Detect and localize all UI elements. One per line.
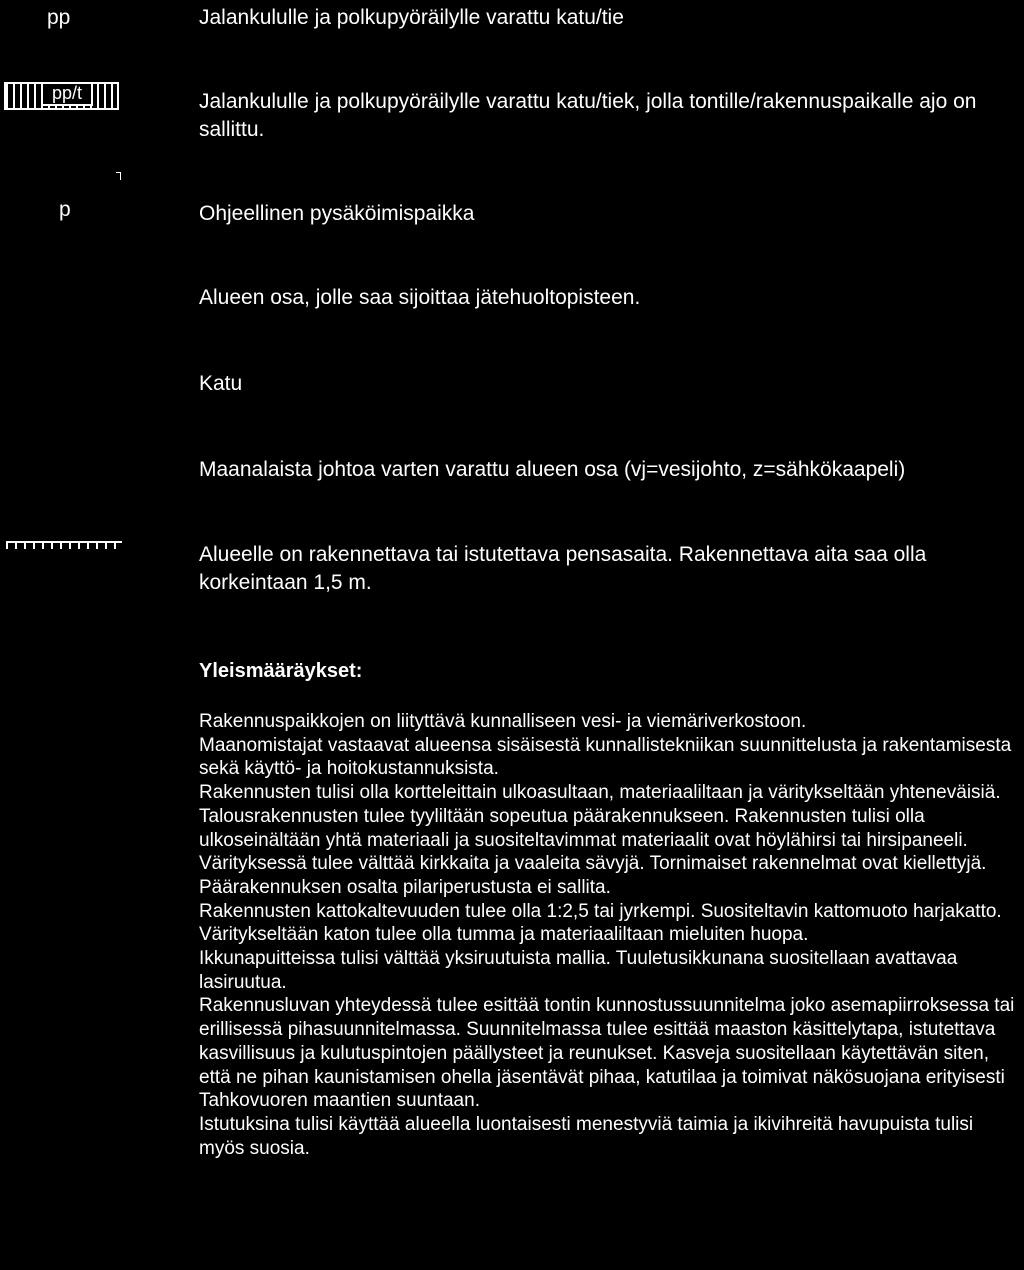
regulation-paragraph: Rakennuspaikkojen on liityttävä kunnalliseen vesi- ja viemäriverkostoon.	[199, 711, 807, 732]
legend-description-pp-t: Jalankululle ja polkupyöräilylle varattu katu/tiek, jolla tontille/rakennuspaikalle ajo on sallittu.	[199, 90, 977, 141]
hedge-symbol	[6, 541, 122, 549]
symbol-p: p	[59, 198, 71, 221]
legend-description-parking: Ohjeellinen pysäköimispaikka	[199, 202, 475, 225]
regulation-paragraph: Rakennusten kattokaltevuuden tulee olla 1:2,5 tai jyrkempi. Suositeltavin kattomuoto harjakatto. Väritykseltään katon tulee olla tumma ja materiaaliltaan mieluiten huopa.	[199, 900, 1002, 946]
legend-description-underground: Maanalaista johtoa varten varattu alueen osa (vj=vesijohto, z=sähkökaapeli)	[199, 458, 906, 481]
regulation-paragraph: Rakennusten tulisi olla kortteleittain ulkoasultaan, materiaaliltaan ja väritykseltään yhteneväisiä.	[199, 782, 1001, 804]
symbol-pp-t: pp/t	[41, 84, 93, 106]
general-regulations-heading: Yleismääräykset:	[199, 660, 363, 682]
general-regulations-body	[199, 710, 1019, 1160]
legend-description-hedge: Alueelle on rakennettava tai istutettava pensasaita. Rakennettava aita saa olla korkeintaan 1,5 m.	[199, 543, 927, 594]
symbol-pp: pp	[47, 6, 71, 29]
regulation-paragraph: Ikkunapuitteissa tulisi välttää yksiruutuista mallia. Tuuletusikkunana suositellaan avattavaa lasiruutua.	[199, 948, 958, 993]
legend-description-street: Katu	[199, 372, 243, 395]
regulation-paragraph: Talousrakennusten tulee tyyliltään sopeutua päärakennukseen. Rakennusten tulisi olla ulkoseinältään yhtä materiaali ja suositeltavimmat materiaalit ovat höylähirsi tai hirsipaneeli. Värityksessä tulee välttää kirkkaita ja vaaleita sävyjä. Tornimaiset rakennelmat ovat kiellettyjä. Päärakennuksen osalta pilariperustusta ei sallita.	[199, 805, 987, 898]
corner-mark-vertical	[120, 172, 121, 180]
legend-description-pp: Jalankululle ja polkupyöräilylle varattu katu/tie	[199, 6, 624, 29]
regulation-paragraph: Maanomistajat vastaavat alueensa sisäisestä kunnallistekniikan suunnittelusta ja rakentamisesta sekä käyttö- ja hoitokustannuksista.	[199, 734, 1012, 780]
regulation-paragraph: Istutuksina tulisi käyttää alueella luontaisesti menestyviä taimia ja ikivihreitä havupuista tulisi myös suosia.	[199, 1113, 974, 1159]
regulation-paragraph: Rakennusluvan yhteydessä tulee esittää tontin kunnostussuunnitelma joko asemapiirroksessa tai erillisessä pihasuunnitelmassa. Suunnitelmassa tulee esittää maaston käsittelytapa, istutettava kasvillisuus ja kulutuspintojen päällysteet ja reunukset. Kasveja suositellaan käytettävän siten, että ne pihan kaunistamisen ohella jäsentävät pihaa, katutilaa ja toimivat näkösuojana erityisesti Tahkovuoren maantien suuntaan.	[199, 995, 1015, 1112]
legend-description-waste: Alueen osa, jolle saa sijoittaa jätehuoltopisteen.	[199, 286, 641, 309]
